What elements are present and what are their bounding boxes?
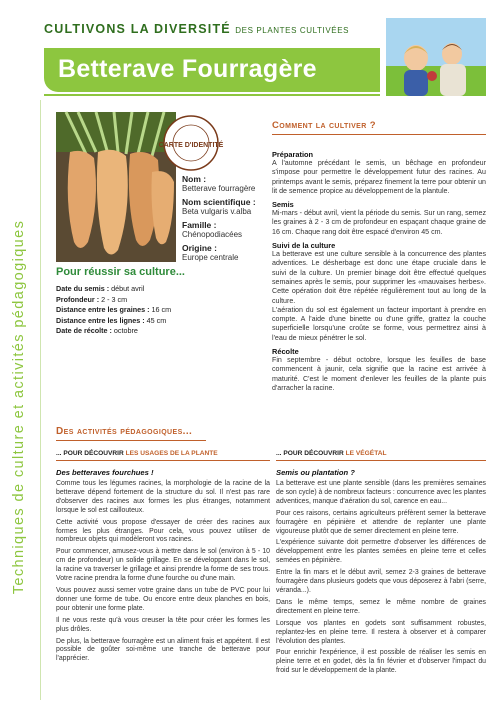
row-value: début avril: [109, 284, 145, 293]
right-column-heading: [276, 450, 387, 457]
reussir-list: [56, 284, 256, 337]
suivi-text-2: L'aération du sol est également un facteur important à prendre en compte. A l'aide d'une binette ou d'une griffe, grattez la couche superficielle lorsqu'une croûte se forme, vous permettrez ainsi à l'eau de mieux pénétrer le sol.: [272, 305, 486, 342]
prep-text: A l'automne précédant le semis, un bêchage en profondeur s'impose pour permettre le développement futur des racines. Au printemps avant le semis, préparez finement la terre pour obtenir un lit de semence propice au développement de la plantule.: [272, 159, 486, 195]
side-divider: [40, 100, 41, 700]
header-kicker: [44, 20, 384, 44]
page-title: Betterave Fourragère: [58, 55, 317, 83]
title-band: [44, 48, 380, 92]
comment-heading: [272, 120, 486, 135]
suivi-text: La betterave est une culture sensible à la concurrence des plantes adventices. Le désherbage est donc une étape cruciale dans le suivi de la culture. Un premier binage doit être effectué quelques semaines après le semis, pour supprimer les «mauvaises herbes». Cette opération doit être répétée régulièrement tout au long de la culture.: [272, 250, 486, 305]
row-value: octobre: [111, 326, 138, 336]
left-head-prefix: ... POUR DÉCOUVRIR: [56, 450, 126, 457]
origine-value: Europe centrale: [182, 253, 239, 262]
children-photo: [386, 18, 486, 96]
recolte-title: Récolte: [272, 347, 299, 357]
row-value: 16 cm: [149, 305, 172, 315]
right-paragraph: Pour enrichir l'expérience, il est possible de réaliser les semis en pleine terre et en godet, dès la fin février et d'observer l'impact du froid sur le développement de la plante.: [276, 649, 486, 675]
row-key: Profondeur :: [56, 294, 100, 304]
famille-label: Famille :: [182, 220, 217, 230]
right-column-rule: [276, 460, 486, 461]
identity-card: [182, 170, 282, 262]
kicker-small-text: DES PLANTES CULTIVÉES: [235, 26, 350, 35]
left-paragraph: Cette activité vous propose d'essayer de créer des racines aux formes les plus étranges. Pour cela, vous pouvez utiliser de nombreux objets qui modèleront vos racines.: [56, 518, 270, 544]
row-key: Date de récolte :: [56, 326, 112, 336]
nom-label: Nom :: [182, 174, 207, 184]
nom-value: Betterave fourragère: [182, 184, 256, 193]
row-value: 2 - 3 cm: [99, 294, 128, 304]
badge-label: CARTE D'IDENTITÉ: [158, 142, 224, 149]
row-value: 45 cm: [144, 315, 167, 325]
suivi-title: Suivi de la culture: [272, 241, 336, 251]
left-question: Des betteraves fourchues !: [56, 468, 154, 477]
reussir-title: Pour réussir sa culture...: [56, 266, 185, 278]
comment-rule: [272, 134, 486, 135]
identity-badge: [158, 114, 224, 172]
right-paragraph: Lorsque vos plantes en godets sont suffisamment robustes, replantez-les en pleine terre. Il restera à observer et à comparer l'évolution des plantes.: [276, 619, 486, 645]
activities-title: Des activités pédagogiques...: [56, 426, 193, 437]
sci-label: Nom scientifique :: [182, 197, 256, 207]
right-paragraph: Pour ces raisons, certains agriculteurs préfèrent semer la betterave fourragère en pépinière et attendre de replanter une plante vigoureuse plutôt que de semer directement en pleine terre.: [276, 509, 486, 535]
left-column-heading: [56, 450, 218, 457]
right-paragraph: L'expérience suivante doit permettre d'observer les différences de développement entre les plantes semées en pleine terre et celles semées en pépinière.: [276, 539, 486, 565]
left-paragraph: Comme tous les légumes racines, la morphologie de la racine de la betterave dépend fortement de la structure du sol. Il n'est pas rare d'observer des racines aux formes les plus étranges, notamment lorsque le sol est caillouteux.: [56, 480, 270, 514]
left-column-rule: [56, 460, 270, 461]
right-head-prefix: ... POUR DÉCOUVRIR: [276, 450, 346, 457]
row-key: Date du semis :: [56, 284, 110, 293]
sci-value: Beta vulgaris v.alba: [182, 207, 252, 216]
row-key: Distance entre les graines :: [56, 305, 150, 315]
prep-title: Préparation: [272, 150, 314, 159]
famille-value: Chénopodiacées: [182, 230, 243, 239]
reussir-row-profondeur: [56, 295, 256, 306]
comment-body: [272, 146, 486, 393]
reussir-row-graines: [56, 305, 256, 316]
right-paragraph: Dans le même temps, semez le même nombre de graines directement en pleine terre.: [276, 598, 486, 615]
recolte-text: Fin septembre - début octobre, lorsque les feuilles de base commencent à jaunir, cela signifie que la racine est arrivée à maturité. C'est le moment d'enlever les feuilles de la plante puis d'arracher la racine.: [272, 356, 486, 392]
right-activity-column: [276, 468, 486, 679]
beet-photo: [56, 112, 176, 262]
right-paragraph: Entre la fin mars et le début avril, semez 2-3 graines de betterave fourragère dans plusieurs godets que vous déposerez à l'abri (serre, véranda...).: [276, 569, 486, 594]
comment-title: Comment la cultiver ?: [272, 120, 376, 131]
reussir-row-lignes: [56, 316, 256, 327]
kicker-text: CULTIVONS LA DIVERSITÉ: [44, 22, 231, 36]
semis-text: Mi-mars - début avril, vient la période du semis. Sur un rang, semez les graines à 2 - 3 cm de profondeur en espaçant chaque graine de 16 cm. Chaque rang doit être espacé d'environ 45 cm.: [272, 209, 486, 236]
reussir-row-semis: [56, 284, 256, 295]
left-activity-column: [56, 468, 270, 667]
origine-label: Origine :: [182, 243, 217, 253]
side-label-text: Techniques de culture et activités pédagogiques: [11, 219, 27, 595]
left-paragraph: De plus, la betterave fourragère est un aliment frais et appétent. Il est possible de goûter soi-même une tranche de betterave pour l'apprécier.: [56, 637, 270, 663]
left-paragraph: Pour commencer, amusez-vous à mettre dans le sol (environ à 5 - 10 cm de profondeur) un solide grillage. En se développant dans le sol, la racine va traverser le grillage et ainsi prendre la forme de ses trous. Votre racine prendra la forme d'une fourche ou d'une main.: [56, 548, 270, 583]
right-question: Semis ou plantation ?: [276, 468, 355, 477]
title-underline: [44, 94, 380, 96]
activities-rule: [56, 440, 206, 441]
row-key: Distance entre les lignes :: [56, 315, 145, 325]
left-head-highlight: LES USAGES DE LA PLANTE: [125, 450, 218, 457]
right-head-highlight: LE VÉGÉTAL: [345, 450, 387, 457]
left-paragraph: Vous pouvez aussi semer votre graine dans un tube de PVC pour lui donner une forme de tube. Ou encore entre deux planches en bois, pour obtenir une forme plate.: [56, 586, 270, 612]
reussir-row-recolte: [56, 326, 256, 337]
left-paragraph: Il ne vous reste qu'à vous creuser la tête pour créer les formes les plus drôles.: [56, 616, 270, 633]
right-paragraph: La betterave est une plante sensible (dans les premières semaines de son cycle) à de nombreux facteurs : concurrence avec les plantes adventices, manque d'aération du sol, carence en eau...: [276, 480, 486, 505]
side-label: [2, 112, 36, 702]
semis-title: Semis: [272, 200, 294, 210]
activities-heading: [56, 426, 486, 441]
